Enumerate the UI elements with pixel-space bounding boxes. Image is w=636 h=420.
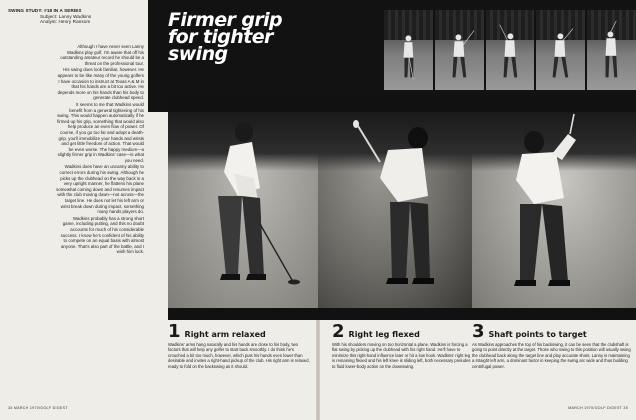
caption-number: 3 bbox=[472, 321, 485, 342]
subject-label: Subject: Lanny Wadkins bbox=[40, 13, 92, 19]
caption-title: Right arm relaxed bbox=[184, 330, 266, 339]
caption-3 bbox=[472, 321, 632, 369]
article-paragraph: Although I have never seen Lanny Wadkins play golf, I'm aware that off his outstanding amateur record he should be a threat on the professional tour. bbox=[60, 44, 144, 66]
article-paragraph: It seems to me that Wadkins would benefit from a general tightening of his swing. This would happen automatically if he firmed up his grip, something that would also help produce an even flow of power. Of course, if you go too far and adopt a death-grip, you'll immobilize your hands and wrists and get little freedom of action. That would be even worse. The happy medium—a slightly firmer grip in Wadkins' case—is what you need. bbox=[57, 101, 144, 163]
series-info bbox=[8, 8, 91, 25]
series-label: SWING STUDY: #18 IN A SERIES bbox=[8, 8, 82, 13]
caption-title: Right leg flexed bbox=[348, 330, 420, 339]
headline bbox=[168, 9, 318, 65]
address-photo bbox=[168, 112, 318, 308]
sequence-frame-5 bbox=[587, 10, 636, 90]
caption-2 bbox=[332, 321, 474, 369]
headline-line: for tighter bbox=[168, 26, 273, 48]
folio-right: MARCH 1970/GOLF DIGEST 35 bbox=[568, 406, 628, 410]
swing-sequence-strip bbox=[384, 10, 636, 90]
headline-line: Firmer grip bbox=[168, 9, 283, 31]
top-of-backswing-photo bbox=[472, 112, 636, 308]
sequence-frame-1 bbox=[384, 10, 433, 90]
caption-body: As Wadkins approaches the top of his backswing, it can be seen that the clubshaft is going to point directly at the target. Those who swing to this position will usually swing the clubhead back along the target line and play accurate shots. Lanny is maintaining a straight left arm, a dominant factor in keeping the swing arc wide and thus building centrifugal power. bbox=[472, 342, 631, 369]
sequence-frame-4 bbox=[536, 10, 585, 90]
caption-number: 2 bbox=[332, 321, 345, 342]
takeaway-photo bbox=[318, 112, 472, 308]
headline-line: swing bbox=[168, 43, 228, 65]
folio-left: 34 MARCH 1970/GOLF DIGEST bbox=[8, 406, 68, 410]
caption-body: Wadkins' arms hang naturally and his hands are close to his body, two factors that will help any golfer to start back smoothly. I do think he's crouched a bit too much, however, which puts his hands even lower than desirable and invites a right-hand pickup of the club. His right arm is relaxed, ready to fold on the backswing as it should. bbox=[168, 342, 310, 369]
article-paragraph: Wadkins probably has a strong short game, including putting, and this no doubt accounts for much of his considerable success. I know he's confident of his ability to compete on an equal basis with almost anyone. That's also part of the battle, and I wish him luck. bbox=[60, 215, 144, 255]
sequence-frame-2 bbox=[435, 10, 484, 90]
caption-1 bbox=[168, 321, 310, 369]
caption-title: Shaft points to target bbox=[488, 330, 587, 339]
article-paragraph: Wadkins does have an uncanny ability to correct errors during his swing. Although he picks up the clubhead on the way back in a very upright manner, he flattens his plane somewhat coming down and resumes impact with the club moving down—not across—the target line. He does not let his left arm or wrist break down during impact, something many hands players do. bbox=[56, 164, 144, 215]
article-body bbox=[56, 44, 144, 256]
analyst-label: Analyst: Henry Ransom bbox=[40, 19, 91, 25]
caption-body: With his shoulders moving on too horizontal a plane, Wadkins is forcing a flat swing by picking up the clubhead with his right hand. He'll have to minimize this right-hand influence later or hit a low hook. Wadkins' right leg is remaining flexed and his left knee is sliding left, both necessary preludes to fluid lower-body action on the downswing. bbox=[332, 342, 471, 369]
article-paragraph: His swing does look familiar, however. He appears to be like many of the young golfers I have occasion to instruct at Texas A & M in that his hands are a bit too active. He depends more on his hands than his body to generate clubhead speed. bbox=[57, 67, 144, 101]
caption-number: 1 bbox=[168, 321, 181, 342]
sequence-frame-3 bbox=[486, 10, 535, 90]
